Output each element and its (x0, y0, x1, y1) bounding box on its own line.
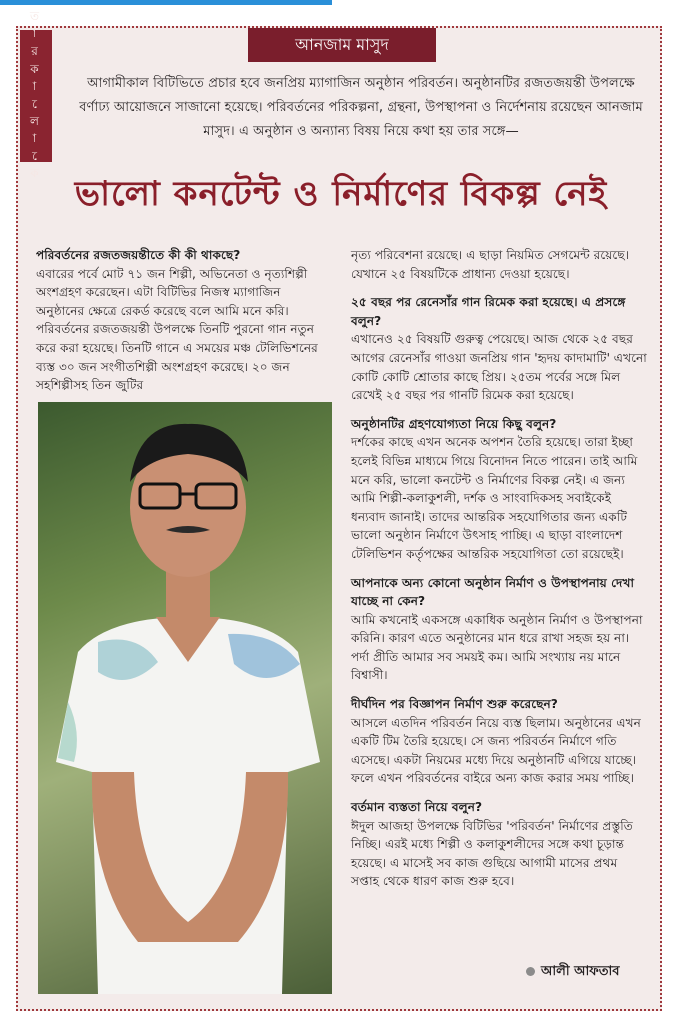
intro-text: আগামীকাল বিটিভিতে প্রচার হবে জনপ্রিয় ম্যাগাজিন অনুষ্ঠান পরিবর্তন। অনুষ্ঠানটির রজতজয়ন্তী উপলক্ষে বর্ণাঢ্য আয়োজনে সাজানো হয়েছে। পরিবর্তনের পরিকল্পনা, গ্রন্থনা, উপস্থাপনা ও নির্দেশনায় রয়েছেন আনজাম মাসুদ। এ অনুষ্ঠান ও অন্যান্য বিষয় নিয়ে কথা হয় তার সঙ্গে— (79, 76, 643, 139)
qa-block (351, 246, 647, 283)
bullet-icon (526, 967, 535, 976)
byline: আনজাম মাসুদ (248, 28, 436, 62)
question: ২৫ বছর পর রেনেসাঁর গান রিমেক করা হয়েছে। এ প্রসঙ্গে বলুন? (351, 295, 626, 328)
portrait-photo (38, 402, 332, 994)
answer: আসলে এতদিন পরিবর্তন নিয়ে ব্যস্ত ছিলাম। অনুষ্ঠানের এখন একটি টিম তৈরি হয়েছে। সে জন্য পরিবর্তন নির্মাণে গতি এসেছে। একটা নিয়মের মধ্যে দিয়ে অনুষ্ঠানটি এগিয়ে যাচ্ছে। ফলে এখন পরিবর্তনের বাইরে অন্য কাজ করার সময় পাচ্ছি। (351, 715, 641, 786)
qa-block (351, 574, 647, 686)
qa-block (351, 695, 647, 788)
qa-block (351, 293, 647, 405)
headline: ভালো কনটেন্ট ও নির্মাণের বিকল্প নেই (74, 174, 608, 214)
qa-block (351, 798, 647, 891)
qa-block (351, 415, 647, 564)
question: বর্তমান ব্যস্ততা নিয়ে বলুন? (351, 800, 483, 815)
answer: ঈদুল আজহা উপলক্ষে বিটিভির 'পরিবর্তন' নির্মাণের প্রস্তুতি নিচ্ছি। এরই মধ্যে শিল্পী ও কলাকুশলীদের সঙ্গে কথা চূড়ান্ত হয়েছে। এ মাসেই সব কাজ গুছিয়ে আগামী মাসের প্রথম সপ্তাহ থেকে ধারণ কাজ শুরু হবে। (351, 818, 633, 889)
answer: এখানেও ২৫ বিষয়টি গুরুত্ব পেয়েছে। আজ থেকে ২৫ বছর আগের রেনেসাঁর গাওয়া জনপ্রিয় গান 'হৃদয় কাদামাটি' এখনো কোটি কোটি শ্রোতার কাছে প্রিয়। ২৫তম পর্বের সঙ্গে মিল রেখেই ২৫ বছর পর গানটি রিমেক করা হয়েছে। (351, 332, 647, 403)
qa-block (36, 246, 330, 395)
article-page (16, 8, 662, 1011)
top-accent-bar (0, 0, 332, 5)
question: পরিবর্তনের রজতজয়ন্তীতে কী কী থাকছে? (36, 248, 241, 262)
right-column (351, 246, 647, 901)
left-column (36, 246, 330, 405)
question: অনুষ্ঠানটির গ্রহণযোগ্যতা নিয়ে কিছু বলুন? (351, 416, 557, 431)
question: দীর্ঘদিন পর বিজ্ঞাপন নির্মাণ শুরু করেছেন? (351, 697, 558, 712)
section-tab: তারকালোকে (20, 30, 52, 162)
answer: নৃত্য পরিবেশনা রয়েছে। এ ছাড়া নিয়মিত সেগমেন্ট রয়েছে। যেখানে ২৫ বিষয়টিকে প্রাধান্য দেওয়া হয়েছে। (351, 248, 630, 281)
signature (526, 962, 620, 983)
answer: এবারের পর্বে মোট ৭১ জন শিল্পী, অভিনেতা ও নৃত্যশিল্পী অংশগ্রহণ করেছেন। এটা বিটিভির নিজস্ব ম্যাগাজিন অনুষ্ঠানের ক্ষেত্রে রেকর্ড করেছে বলে আমি মনে করি। পরিবর্তনের রজতজয়ন্তী উপলক্ষে তিনটি পুরনো গান নতুন করে করা হয়েছে। তিনটি গানে এ সময়ের মঞ্চ টেলিভিশনের ব্যস্ত ৩০ জন সংগীতশিল্পী অংশগ্রহণ করেছে। ২০ জন সহশিল্পীসহ তিন জুটির (36, 266, 318, 393)
person-illustration (38, 402, 332, 994)
answer: আমি কখনোই একসঙ্গে একাধিক অনুষ্ঠান নির্মাণ ও উপস্থাপনা করিনি। কারণ এতে অনুষ্ঠানের মান ধরে রাখা সহজ হয় না। পর্দা প্রীতি আমার সব সময়ই কম। আমি সংখ্যায় নয় মানে বিশ্বাসী। (351, 612, 643, 683)
question: আপনাকে অন্য কোনো অনুষ্ঠান নির্মাণ ও উপস্থাপনায় দেখা যাচ্ছে না কেন? (351, 575, 634, 609)
answer: দর্শকের কাছে এখন অনেক অপশন তৈরি হয়েছে। তারা ইচ্ছা হলেই বিভিন্ন মাধ্যমে গিয়ে বিনোদন নিতে পারেন। তাই আমি মনে করি, ভালো কনটেন্ট ও নির্মাণের বিকল্প নেই। এ জন্য আমি শিল্পী-কলাকুশলী, দর্শক ও সাংবাদিকসহ সবাইকেই ধন্যবাদ জানাই। তাদের আন্তরিক সহযোগিতার জন্য একটি ভালো অনুষ্ঠান নির্মাণে উৎসাহ পাচ্ছি। এ ছাড়া বাংলাদেশ টেলিভিশন কর্তৃপক্ষের আন্তরিক সহযোগিতা তো রয়েছেই। (351, 435, 638, 561)
author-name: আলী আফতাব (541, 964, 620, 979)
